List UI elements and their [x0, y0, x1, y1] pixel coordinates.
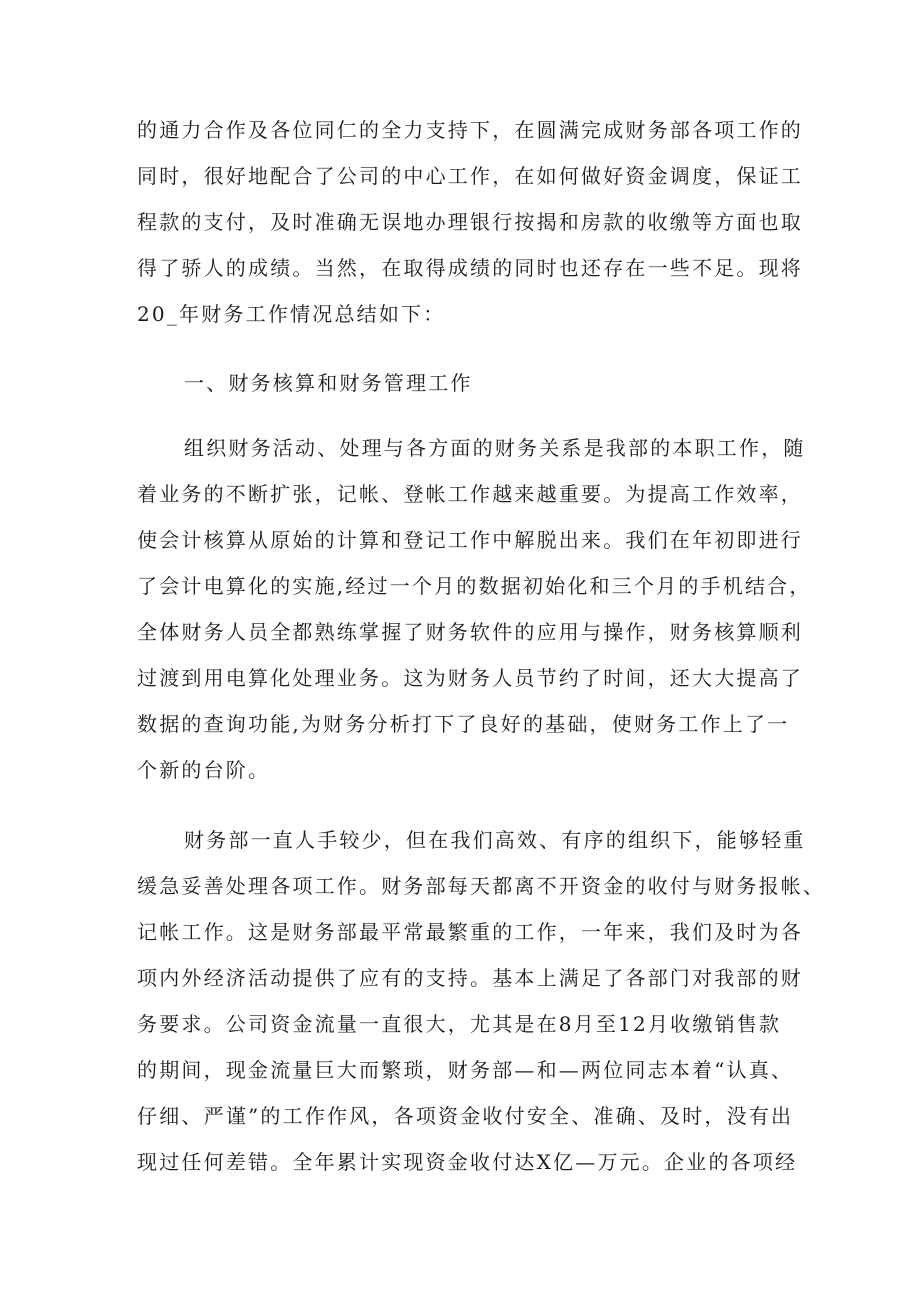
intro-line: 得了骄人的成绩。当然，在取得成绩的同时也还存在一些不足。现将: [137, 256, 803, 280]
paragraph-line: 仔细、严谨”的工作作风，各项资金收付安全、准确、及时，没有出: [137, 1104, 794, 1128]
paragraph-line: 数据的查询功能,为财务分析打下了良好的基础，使财务工作上了一: [137, 712, 790, 736]
paragraph-line: 务要求。公司资金流量一直很大，尤其是在8月至12月收缴销售款: [137, 1012, 782, 1036]
paragraph-line: 的期间，现金流量巨大而繁琐，财务部—和—两位同志本着“认真、: [137, 1058, 794, 1082]
paragraph-line: 使会计核算从原始的计算和登记工作中解脱出来。我们在年初即进行: [137, 528, 803, 552]
paragraph-line: 缓急妥善处理各项工作。财务部每天都离不开资金的收付与财务报帐、: [137, 874, 826, 898]
paragraph-line: 项内外经济活动提供了应有的支持。基本上满足了各部门对我部的财: [137, 966, 803, 990]
intro-line: 同时，很好地配合了公司的中心工作，在如何做好资金调度，保证工: [137, 164, 803, 188]
paragraph-line: 了会计电算化的实施,经过一个月的数据初始化和三个月的手机结合，: [137, 574, 812, 598]
paragraph-line: 全体财务人员全都熟练掌握了财务软件的应用与操作，财务核算顺利: [137, 620, 803, 644]
intro-line: 程款的支付，及时准确无误地办理银行按揭和房款的收缴等方面也取: [137, 210, 803, 234]
paragraph-line: 现过任何差错。全年累计实现资金收付达X亿—万元。企业的各项经: [137, 1150, 798, 1174]
paragraph-line: 财务部一直人手较少，但在我们高效、有序的组织下，能够轻重: [184, 828, 806, 852]
paragraph-line: 着业务的不断扩张，记帐、登帐工作越来越重要。为提高工作效率，: [137, 482, 803, 506]
paragraph-line: 记帐工作。这是财务部最平常最繁重的工作，一年来，我们及时为各: [137, 920, 803, 944]
paragraph-line: 个新的台阶。: [137, 758, 271, 782]
section-heading: 一、财务核算和财务管理工作: [184, 371, 473, 395]
paragraph-line: 组织财务活动、处理与各方面的财务关系是我部的本职工作，随: [184, 436, 806, 460]
intro-line: 的通力合作及各位同仁的全力支持下，在圆满完成财务部各项工作的: [137, 118, 803, 142]
intro-line: 20_年财务工作情况总结如下：: [137, 302, 446, 326]
paragraph-line: 过渡到用电算化处理业务。这为财务人员节约了时间，还大大提高了: [137, 666, 803, 690]
